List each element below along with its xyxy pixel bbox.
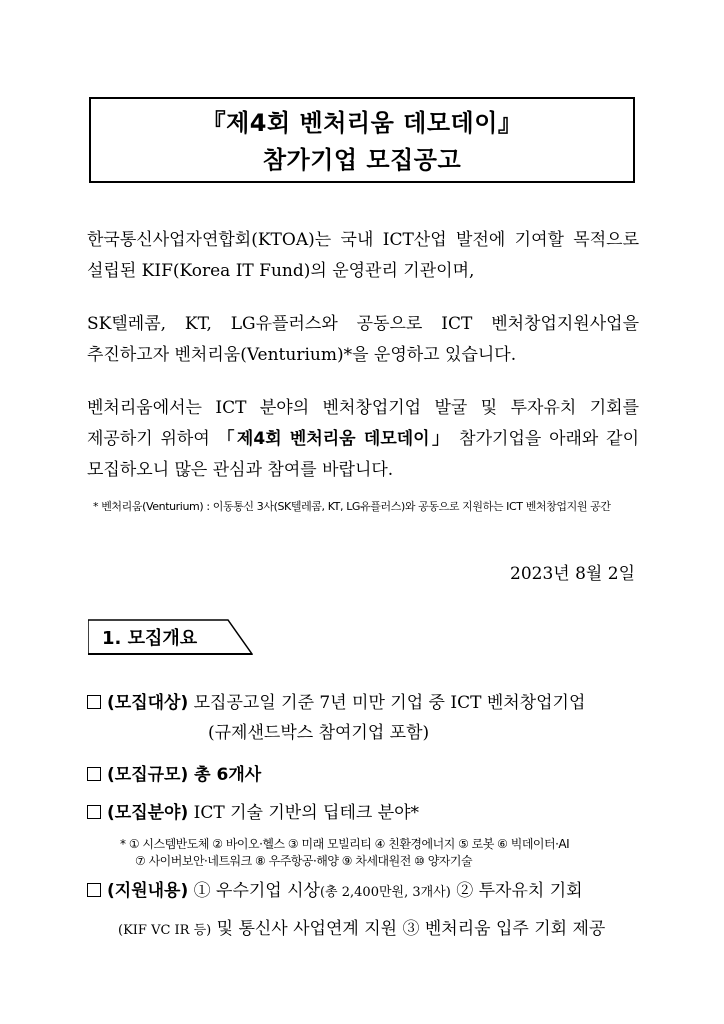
item-target-label: (모집대상) bbox=[107, 693, 189, 713]
item-target-cont: (규제샌드박스 참여기업 포함) bbox=[208, 723, 430, 743]
item-support-cont-text: 및 통신사 사업연계 지원 ③ 벤처리움 입주 기회 제공 bbox=[211, 919, 606, 939]
venturium-footnote: * 벤처리움(Venturium) : 이동통신 3사(SK텔레콤, KT, LG유플러스)와 공동으로 지원하는 ICT 벤처창업지원 공간 bbox=[93, 500, 611, 513]
item-fields-label: (모집분야) bbox=[107, 803, 189, 823]
intro-p3-line3: 모집하오니 많은 관심과 참여를 바랍니다. bbox=[87, 460, 394, 480]
item-support-cont-small: (KIF VC IR 등) bbox=[118, 923, 212, 938]
intro-p2-line1: SK텔레콤, KT, LG유플러스와 공동으로 ICT 벤처창업지원사업을 bbox=[87, 314, 639, 334]
intro-paragraph-2 bbox=[87, 309, 639, 371]
item-support-award: (총 2,400만원, 3개사) bbox=[319, 885, 451, 900]
intro-p2-line2: 추진하고자 벤처리움(Venturium)*을 운영하고 있습니다. bbox=[87, 345, 517, 365]
announcement-date: 2023년 8월 2일 bbox=[510, 564, 635, 584]
checkbox-icon bbox=[87, 767, 101, 781]
fields-list-line2: ⑦ 사이버보안·네트워크 ⑧ 우주항공·해양 ⑨ 차세대원전 ⑩ 양자기술 bbox=[135, 854, 473, 868]
intro-p3-line2 bbox=[87, 424, 639, 455]
item-support-text-b: ② 투자유치 기회 bbox=[450, 881, 583, 901]
checkbox-icon bbox=[87, 883, 101, 897]
section-1-heading bbox=[88, 619, 253, 655]
title-box bbox=[89, 97, 635, 183]
intro-p3-line1: 벤처리움에서는 ICT 분야의 벤처창업기업 발굴 및 투자유치 기회를 bbox=[87, 398, 639, 418]
item-support-label: (지원내용) bbox=[107, 881, 189, 901]
intro-paragraph-3 bbox=[87, 393, 639, 486]
item-support bbox=[87, 876, 583, 908]
intro-paragraph-1 bbox=[87, 225, 639, 287]
item-target bbox=[87, 688, 585, 718]
item-scale-text: 총 6개사 bbox=[188, 765, 262, 785]
event-name: 「제4회 벤처리움 데모데이」 bbox=[217, 429, 452, 449]
checkbox-icon bbox=[87, 805, 101, 819]
title-line-2: 참가기업 모집공고 bbox=[262, 146, 462, 174]
fields-list-line1: * ① 시스템반도체 ② 바이오·헬스 ③ 미래 모빌리티 ④ 친환경에너지 ⑤ 로봇 ⑥ 빅데이터·AI bbox=[120, 837, 570, 851]
item-support-text-a: ① 우수기업 시상 bbox=[188, 881, 320, 901]
item-support-cont bbox=[118, 914, 605, 946]
intro-p3-line2-a: 제공하기 위하여 bbox=[87, 429, 218, 449]
intro-p1-line1: 한국통신사업자연합회(KTOA)는 국내 ICT산업 발전에 기여할 목적으로 bbox=[87, 230, 639, 250]
item-scale-label: (모집규모) bbox=[107, 765, 189, 785]
section-1-title: 1. 모집개요 bbox=[102, 628, 198, 649]
item-scale bbox=[87, 760, 261, 790]
intro-p1-line2: 설립된 KIF(Korea IT Fund)의 운영관리 기관이며, bbox=[87, 261, 475, 281]
item-fields-text: ICT 기술 기반의 딥테크 분야* bbox=[188, 803, 420, 823]
intro-p3-line2-c: 참가기업을 아래와 같이 bbox=[451, 429, 639, 449]
item-fields bbox=[87, 798, 419, 828]
checkbox-icon bbox=[87, 695, 101, 709]
title-line-1: 『제4회 벤처리움 데모데이』 bbox=[201, 109, 523, 137]
item-target-text: 모집공고일 기준 7년 미만 기업 중 ICT 벤처창업기업 bbox=[188, 693, 586, 713]
